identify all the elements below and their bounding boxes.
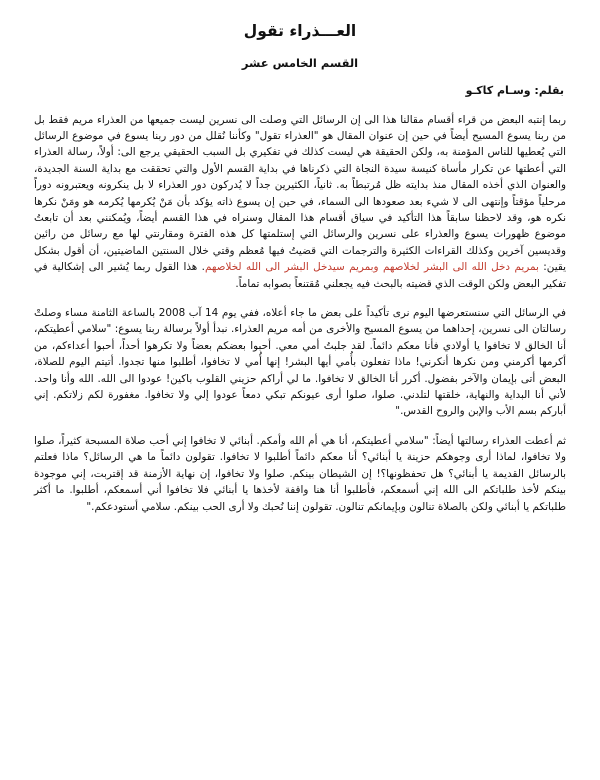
document-subtitle: القسم الخامس عشر	[241, 55, 359, 70]
document-title: العـــذراء تقول	[243, 22, 357, 40]
paragraph-1-highlight: بمريم دخل الله الى البشر لخلاصهم وبمريم سيدخل البشر الى الله لخلاصهم	[204, 261, 539, 274]
document-author: بقلم: وسـام كاكـو	[465, 84, 564, 98]
paragraph-3	[34, 433, 566, 515]
paragraph-2-text: في الرسائل التي سنستعرضها اليوم نرى تأكيداً على بعض ما جاء أعلاه، ففي يوم 14 آب 2008 بالساعة الثامنة مساء وصلتْ رسالتان الى نسرين، إحداهما من يسوع المسيح والأخرى من أمه مريم العذراء. نبدأ أولاً برسالة ربنا يسوع: "سلامي أعطيتكم، أنا الخالق لا تخافوا يا أولادي فأنا معكم دائماً. لقد جلبتُ أمي معي. أحبوا بعضكم بعضاً ولا تكرهوا أحداً، أحبوا أعداءكم، من أكرمها أكرمني ومن نكرها أنكرني! ماذا تفعلون بأُمي أيها البشر! إنها أُمي لا تخافوا، أطلبوا منها تجدوا. أتيتم اليوم للصلاة، البعض أتى بإيمان والآخر بفضول. أكرر أنا الخالق لا تخافوا. ما لي أراكم حزيني القلوب باكين! عودوا الى الله. الله وأنا واحد. لأني أنا البداية والنهاية، خلقتها لتلدني. صلوا، صلوا أرى عيونكم تبكي دمعاً عودوا إلي ولا تخافوا. مغفورة لكم زلاتكم. إني أباركم بسم الأب والإبن والروح القدس."	[34, 307, 567, 418]
paragraph-1-text: ربما إنتبه البعض من قراء أقسام مقالنا هذا الى إن الرسائل التي وصلت الى نسرين ليست جميعها من العذراء مريم فقط بل من ربنا يسوع المسيح أيضاً في حين إن عنوان المقال هو "العذراء تقول" وكأننا نُقلل من دور ربنا يسوع في موضوع الرسائل التي يُعطيها للناس المؤمنة به، ولكن الحقيقة هي ليست كذلك في تفكيري بل السبب الحقيقي يرجع الى: أولاً، رسالة العذراء التي أعطتها عن تكرار مأساة كنيسة سيدة النجاة التي ذكرناها في بداية القسم الأول والتي تحققت مع بداية السنة الجديدة، والعنوان الذي أخذه المقال منذ بدايته ظل مُرتبطاً به. ثانياً، الكثيرين جداً لا يُدركون دور العذراء لا بل ينكرونه ويعتبرونه دوراً مرحلياً مؤقتاً وإنتهى الى لا شيء بعد صعودها الى السماء، في حين إن يسوع ذاته يؤكد بأن مَنْ يُكرمها يُكرمه هو ومَنْ نكرها نكره هو، وقد لاحظنا سابقاً هذا التأكيد في سياق أقسام هذا المقال وسنراه في هذا القسم أيضاً، ويُمكنني بعد أن تابعتُ موضوع ظهورات يسوع والعذراء على نسرين والرسائل التي إستلمتها كل هذه الفترة ومقارنتي لها مع رسائل من رائين وقديسين آخرين وكذلك القراءات الكثيرة والترجمات التي قضيتُ فيها مُعظم وقتي خلال السنتين الماضيتين، أن أقول بشكل يقين:	[34, 113, 566, 274]
paragraph-1-text-end: . هذا القول ربما يُشير الى إشكالية في تفكير البعض ولكن الوقت الذي قضيته بالبحث فيه يجعلني مُقتنعاً بصوابه تماماً.	[34, 261, 566, 290]
paragraph-2	[34, 305, 566, 420]
paragraph-1	[34, 112, 566, 292]
paragraph-3-text: ثم أعطت العذراء رسالتها أيضاً: "سلامي أعطيتكم، أنا هي أم الله وأمكم. أبنائي لا تخافوا إني أحب صلاة المسبحة كثيراً، صلوا ولا تخافوا، لماذا أرى وجوهكم حزينة يا أبنائي؟ أنا معكم دائماً أطلبوا لا تخافوا. تقولون دائماً ما هي الرسائل؟ ماذا فعلتم بالرسائل القديمة يا أبنائي؟ هل تحفظونها؟! إن الشيطان بينكم. صلوا ولا تخافوا، إن نهاية الأزمنة قد إقتربت، إني موجودة بينكم لأخذ طلباتكم الى الله إني أسمعكم، فأطلبوا أنا هنا واقفة لأخذها يا أبنائي فلا تخافوا أني أسمعكم، أطلبوا. ما أكثر طلباتكم يا أبنائي ولكن بالصلاة تنالون وبإيمانكم تنالون. تقولون إننا نُحبك ولا أرى الحب بينكم. سلامي أستودعكم."	[34, 434, 566, 513]
